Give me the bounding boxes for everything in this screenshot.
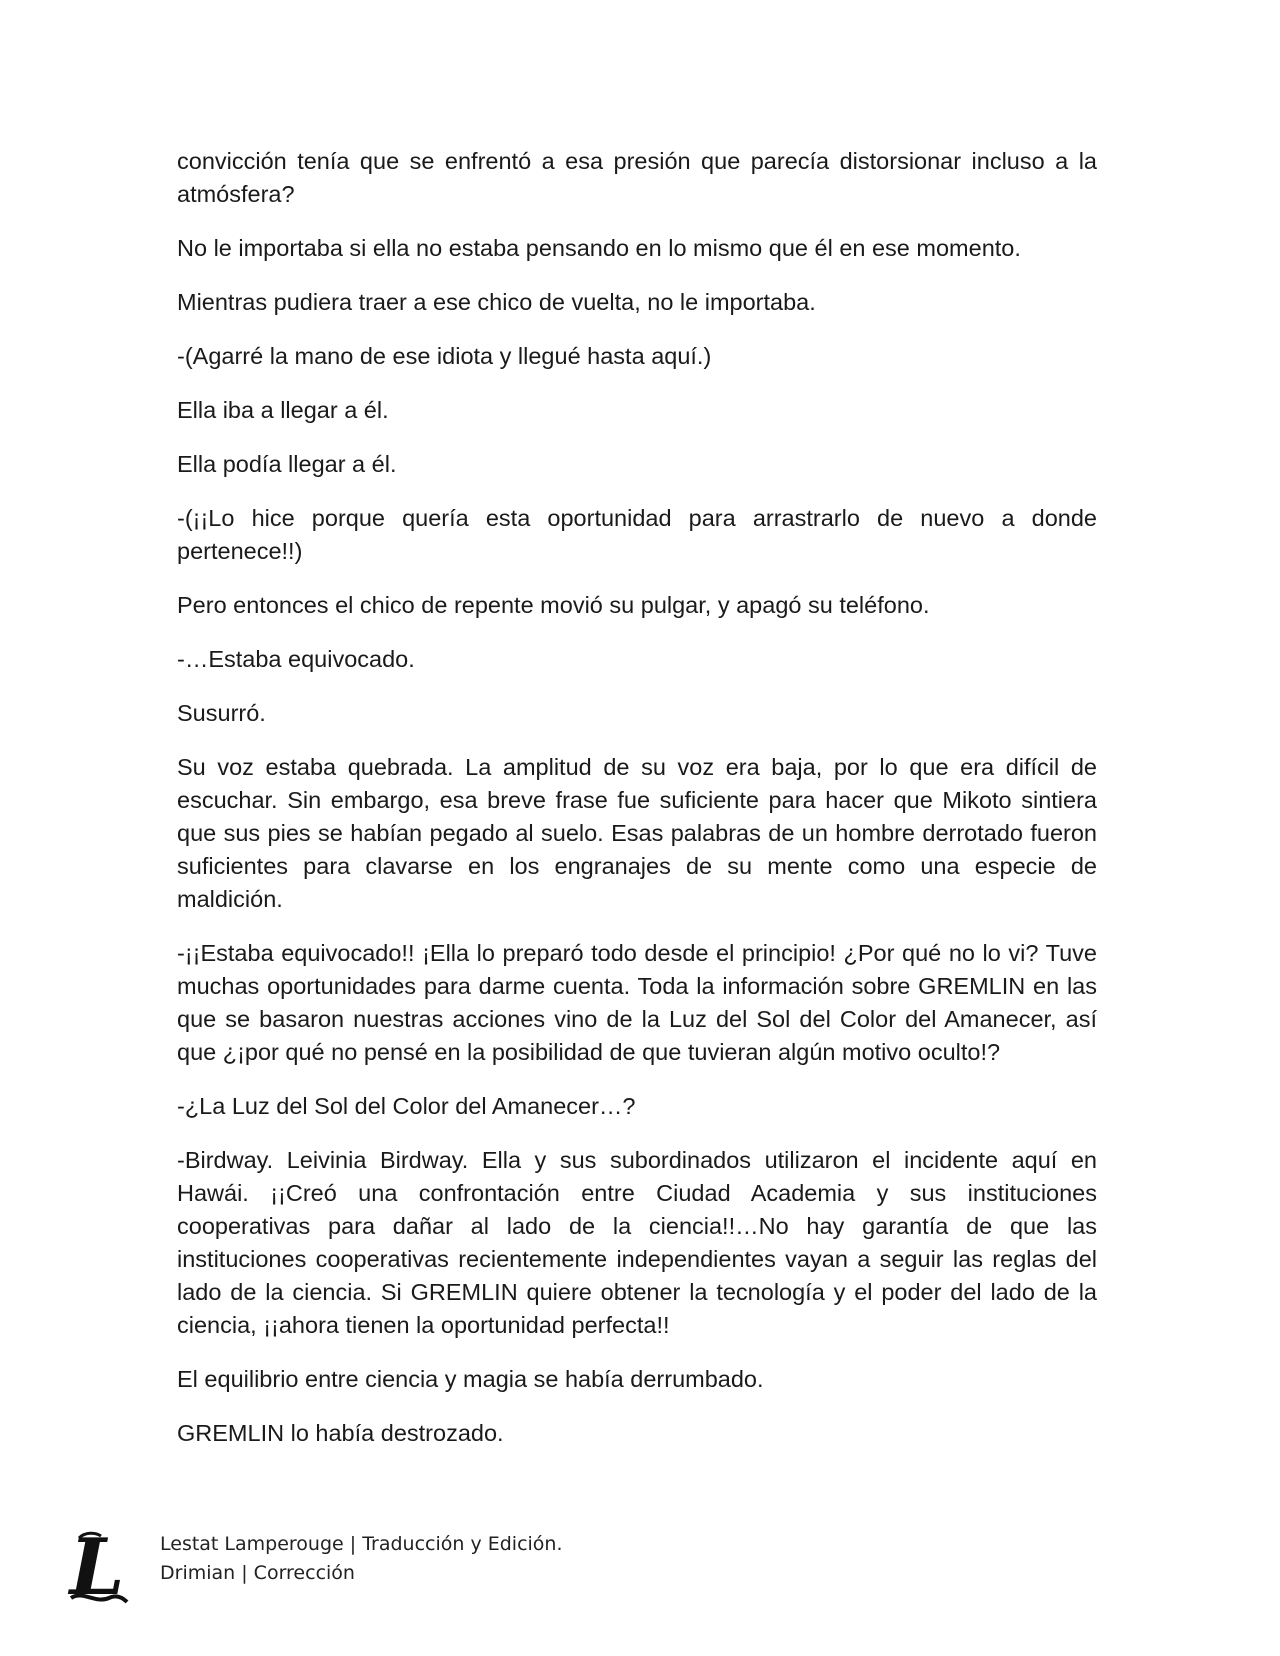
paragraph-4: -(Agarré la mano de ese idiota y llegué hasta aquí.) (177, 343, 712, 369)
credit-correction: Drimian | Corrección (160, 1562, 355, 1584)
page-footer (65, 1528, 765, 1608)
paragraph-6: Ella podía llegar a él. (177, 451, 397, 477)
credit-translation: Lestat Lamperouge | Traducción y Edición. (160, 1533, 563, 1555)
paragraph-13: -¿La Luz del Sol del Color del Amanecer…? (177, 1093, 636, 1119)
paragraph-11: Su voz estaba quebrada. La amplitud de su voz era baja, por lo que era difícil de escuchar. Sin embargo, esa breve frase fue suficiente para hacer que Mikoto sintiera que sus pies se habían pegado al suelo. Esas palabras de un hombre derrotado fueron suficientes para clavarse en los engranajes de su mente como una especie de maldición. (177, 754, 1097, 912)
paragraph-3: Mientras pudiera traer a ese chico de vuelta, no le importaba. (177, 289, 816, 315)
paragraph-10: Susurró. (177, 700, 266, 726)
paragraph-8: Pero entonces el chico de repente movió su pulgar, y apagó su teléfono. (177, 592, 930, 618)
paragraph-12: -¡¡Estaba equivocado!! ¡Ella lo preparó todo desde el principio! ¿Por qué no lo vi? Tuve muchas oportunidades para darme cuenta. Toda la información sobre GREMLIN en las que se basaron nuestras acciones vino de la Luz del Sol del Color del Amanecer, así que ¿¡por qué no pensé en la posibilidad de que tuvieran algún motivo oculto!? (177, 940, 1097, 1065)
paragraph-15: El equilibrio entre ciencia y magia se había derrumbado. (177, 1366, 764, 1392)
paragraph-14: -Birdway. Leivinia Birdway. Ella y sus subordinados utilizaron el incidente aquí en Hawái. ¡¡Creó una confrontación entre Ciudad Academia y sus instituciones cooperativas para dañar al lado de la ciencia!!…No hay garantía de que las instituciones cooperativas recientemente independientes vayan a seguir las reglas del lado de la ciencia. Si GREMLIN quiere obtener la tecnología y el poder del lado de la ciencia, ¡¡ahora tienen la oportunidad perfecta!! (177, 1147, 1097, 1338)
page-body (177, 145, 1097, 1471)
footer-credits (160, 1530, 563, 1588)
svg-text:L: L (69, 1528, 125, 1606)
paragraph-1: convicción tenía que se enfrentó a esa presión que parecía distorsionar incluso a la atmósfera? (177, 148, 1097, 207)
paragraph-2: No le importaba si ella no estaba pensando en lo mismo que él en ese momento. (177, 235, 1021, 261)
gothic-l-logo-icon (65, 1528, 129, 1606)
paragraph-9: -…Estaba equivocado. (177, 646, 415, 672)
paragraph-16: GREMLIN lo había destrozado. (177, 1420, 504, 1446)
paragraph-5: Ella iba a llegar a él. (177, 397, 389, 423)
paragraph-7: -(¡¡Lo hice porque quería esta oportunidad para arrastrarlo de nuevo a donde pertenece!!) (177, 505, 1097, 564)
